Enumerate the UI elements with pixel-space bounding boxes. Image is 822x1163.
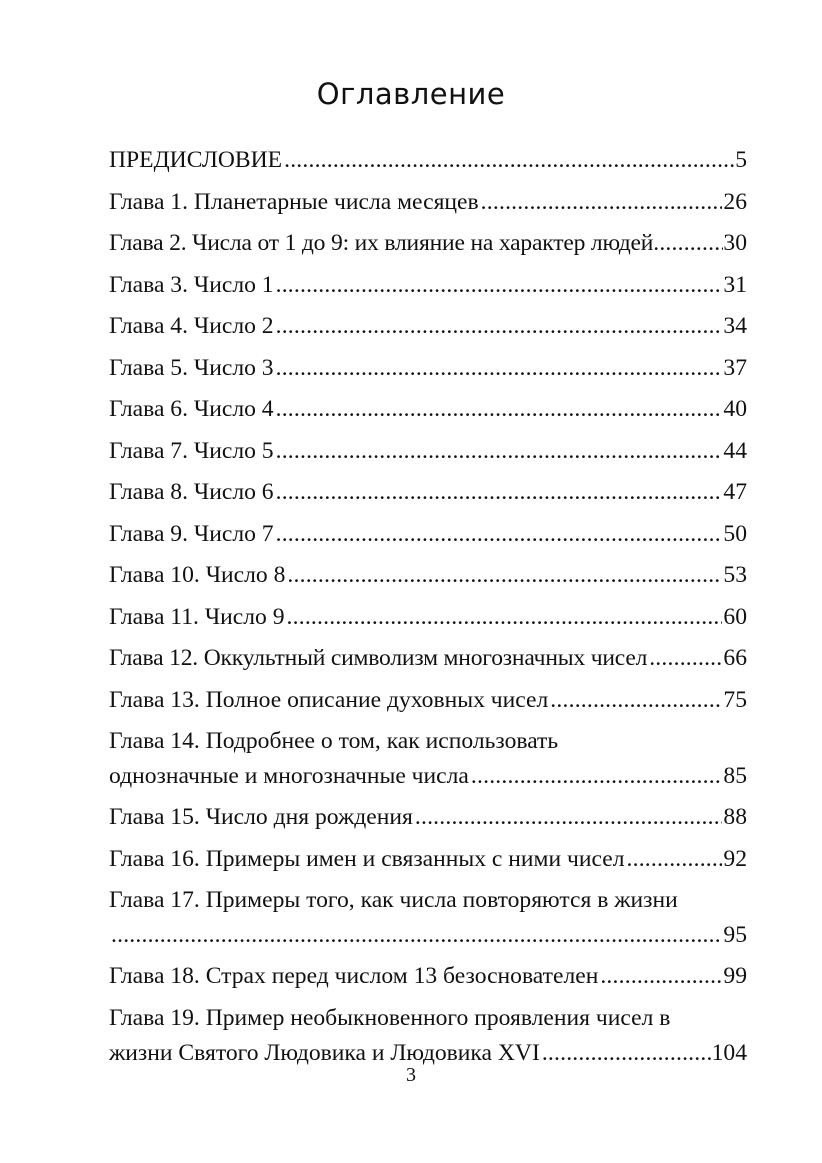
toc-entry-chapter-4[interactable] bbox=[109, 306, 747, 348]
toc-entry-page: 104 bbox=[711, 1039, 747, 1066]
toc-entry-page: 30 bbox=[723, 230, 747, 256]
dot-leader bbox=[550, 680, 722, 722]
toc-entry-chapter-19[interactable] bbox=[109, 1001, 747, 1071]
dot-leader bbox=[471, 759, 723, 794]
toc-entry-page: 5 bbox=[735, 147, 747, 173]
toc-entry-label: Глава 11. Число 9 bbox=[109, 603, 285, 630]
toc-entry-chapter-2[interactable] bbox=[109, 223, 747, 265]
toc-entry-chapter-18[interactable] bbox=[109, 956, 747, 998]
toc-entry-page: 99 bbox=[723, 963, 747, 989]
toc-entry-chapter-9[interactable] bbox=[109, 514, 747, 556]
dot-leader bbox=[276, 431, 723, 473]
dot-leader bbox=[653, 223, 723, 265]
toc-entry-preface[interactable] bbox=[109, 140, 747, 182]
toc-entry-label-line-1: Глава 14. Подробнее о том, как использовать bbox=[109, 728, 559, 754]
page-number: 3 bbox=[406, 1064, 416, 1086]
dot-leader bbox=[287, 555, 722, 597]
toc-entry-chapter-8[interactable] bbox=[109, 472, 747, 514]
toc-entry-label: Глава 16. Примеры имен и связанных с ними чисел bbox=[109, 845, 625, 872]
toc-entry-page: 60 bbox=[723, 603, 747, 630]
table-of-contents bbox=[109, 140, 747, 1074]
toc-entry-page: 37 bbox=[723, 354, 747, 381]
toc-entry-label: Глава 2. Числа от 1 до 9: их влияние на характер людей bbox=[109, 230, 654, 256]
toc-entry-page: 50 bbox=[723, 520, 747, 547]
toc-entry-chapter-3[interactable] bbox=[109, 265, 747, 307]
toc-entry-label: Глава 3. Число 1 bbox=[109, 271, 274, 298]
toc-entry-page: 95 bbox=[723, 922, 747, 948]
toc-entry-page: 53 bbox=[723, 562, 747, 588]
toc-entry-page: 66 bbox=[723, 645, 747, 671]
toc-entry-label-line-1: Глава 19. Пример необыкновенного проявления чисел в bbox=[109, 1004, 671, 1031]
toc-entry-chapter-16[interactable] bbox=[109, 839, 747, 881]
toc-entry-label: Глава 1. Планетарные числа месяцев bbox=[109, 188, 479, 215]
dot-leader bbox=[276, 514, 723, 556]
toc-entry-label: Глава 5. Число 3 bbox=[109, 354, 274, 381]
dot-leader bbox=[627, 839, 723, 881]
toc-entry-chapter-6[interactable] bbox=[109, 389, 747, 431]
dot-leader bbox=[649, 638, 722, 680]
toc-entry-label-line-2: жизни Святого Людовика и Людовика XVI bbox=[109, 1039, 540, 1066]
toc-entry-page: 31 bbox=[723, 271, 747, 298]
toc-entry-page: 75 bbox=[723, 686, 747, 713]
toc-entry-label: ПРЕДИСЛОВИЕ bbox=[109, 147, 283, 173]
dot-leader bbox=[481, 182, 723, 224]
toc-entry-chapter-17[interactable] bbox=[109, 883, 747, 953]
dot-leader bbox=[276, 306, 723, 348]
dot-leader bbox=[284, 140, 734, 182]
toc-entry-label: Глава 10. Число 8 bbox=[109, 562, 286, 588]
dot-leader bbox=[287, 597, 723, 639]
dot-leader bbox=[415, 797, 723, 839]
dot-leader bbox=[276, 472, 723, 514]
toc-entry-chapter-15[interactable] bbox=[109, 797, 747, 839]
toc-entry-page: 44 bbox=[723, 437, 747, 464]
toc-entry-page: 47 bbox=[723, 479, 747, 505]
toc-entry-chapter-14[interactable] bbox=[109, 724, 747, 794]
toc-entry-label: Глава 13. Полное описание духовных чисел bbox=[109, 686, 549, 713]
toc-entry-label-line-2: однозначные и многозначные числа bbox=[109, 763, 469, 789]
toc-entry-chapter-5[interactable] bbox=[109, 348, 747, 390]
toc-entry-page: 92 bbox=[723, 845, 747, 872]
toc-entry-chapter-7[interactable] bbox=[109, 431, 747, 473]
toc-entry-chapter-11[interactable] bbox=[109, 597, 747, 639]
toc-entry-chapter-13[interactable] bbox=[109, 680, 747, 722]
toc-entry-page: 40 bbox=[723, 396, 747, 422]
toc-entry-label: Глава 18. Страх перед числом 13 безоснователен bbox=[109, 963, 599, 989]
toc-entry-label: Глава 9. Число 7 bbox=[109, 520, 274, 547]
toc-entry-label: Глава 15. Число дня рождения bbox=[109, 804, 413, 830]
toc-entry-label: Глава 8. Число 6 bbox=[109, 479, 274, 505]
toc-entry-page: 85 bbox=[723, 763, 747, 789]
dot-leader bbox=[600, 956, 722, 998]
toc-entry-label: Глава 12. Оккультный символизм многозначных чисел bbox=[109, 645, 648, 671]
dot-leader bbox=[276, 389, 723, 431]
toc-entry-chapter-10[interactable] bbox=[109, 555, 747, 597]
toc-entry-page: 34 bbox=[723, 313, 747, 339]
toc-entry-chapter-1[interactable] bbox=[109, 182, 747, 224]
dot-leader bbox=[276, 265, 723, 307]
toc-entry-page: 26 bbox=[723, 188, 747, 215]
dot-leader bbox=[111, 918, 722, 953]
toc-entry-label: Глава 4. Число 2 bbox=[109, 313, 274, 339]
toc-entry-label: Глава 7. Число 5 bbox=[109, 437, 274, 464]
toc-title: Оглавление bbox=[316, 77, 506, 111]
toc-entry-label-line-1: Глава 17. Примеры того, как числа повторяются в жизни bbox=[109, 887, 678, 913]
dot-leader bbox=[276, 348, 723, 390]
toc-entry-chapter-12[interactable] bbox=[109, 638, 747, 680]
toc-entry-page: 88 bbox=[723, 804, 747, 830]
toc-entry-label: Глава 6. Число 4 bbox=[109, 396, 274, 422]
